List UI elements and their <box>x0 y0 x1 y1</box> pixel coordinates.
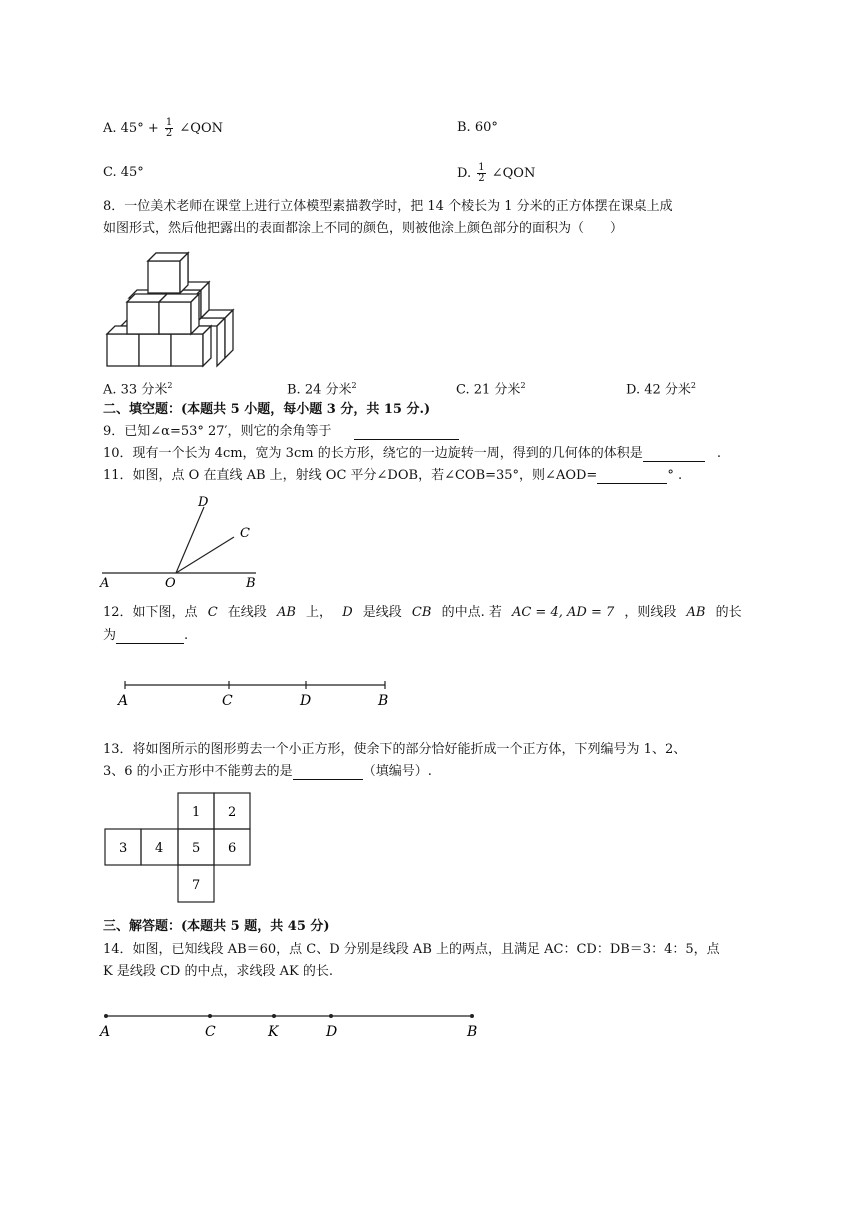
q12-text: 在线段 <box>227 605 267 620</box>
q8-option-c-text: C. 21 分米 <box>456 382 521 398</box>
q7-option-a-text: A. 45° + <box>103 121 159 136</box>
net-cell-4: 4 <box>155 841 164 856</box>
q11-label-o: O <box>165 576 176 591</box>
net-cell-7: 7 <box>192 878 201 893</box>
fraction-den: 2 <box>165 128 173 139</box>
answer-blank <box>354 427 459 440</box>
q11-angle-figure <box>100 492 270 592</box>
q14-label-c: C <box>205 1024 216 1040</box>
q8-line2: 如图形式，然后他把露出的表面都涂上不同的颜色，则被他涂上颜色部分的面积为（ ） <box>103 221 624 236</box>
q11-text: 11．如图，点 O 在直线 AB 上，射线 OC 平分∠DOB，若∠COB=35°，则∠AOD= <box>103 468 598 483</box>
q14-line2: K 是线段 CD 的中点，求线段 AK 的长. <box>103 964 333 979</box>
q8-cube-figure <box>103 245 243 370</box>
superscript: 2 <box>520 381 526 390</box>
fraction-num: 1 <box>478 162 485 173</box>
q14-label-a: A <box>100 1024 111 1040</box>
q8-option-a <box>103 378 172 398</box>
q13-end: （填编号）. <box>362 764 432 779</box>
q12-label-b: B <box>378 693 389 709</box>
q12-text: 上， <box>306 605 333 620</box>
q13-text: 3、6 的小正方形中不能剪去的是 <box>103 764 293 779</box>
q8-line1: 8．一位美术老师在课堂上进行立体模型素描教学时，把 14 个棱长为 1 分米的正方体摆在课桌上成 <box>103 199 673 214</box>
q11-end: ° . <box>667 468 683 483</box>
q14-segment-figure <box>100 1008 500 1048</box>
q13-line1: 13．将如图所示的图形剪去一个小正方形，使余下的部分恰好能折成一个正方体，下列编号为 1、2、 <box>103 742 687 757</box>
q8-option-b <box>287 378 357 398</box>
q10 <box>103 446 721 462</box>
q10-end: . <box>716 446 721 461</box>
q12-line2 <box>103 628 188 644</box>
q8-option-d-text: D. 42 分米 <box>626 382 691 398</box>
q12-condition: AC = 4, AD = 7 <box>511 605 615 620</box>
q7-option-b: B. 60° <box>457 120 498 135</box>
q12-text: 的长 <box>715 605 742 620</box>
fraction <box>477 163 485 184</box>
q14-label-b: B <box>467 1024 478 1040</box>
q14-line1: 14．如图，已知线段 AB＝60，点 C、D 分别是线段 AB 上的两点，且满足 AC：CD：DB＝3：4：5，点 <box>103 942 720 957</box>
answer-blank <box>643 449 705 462</box>
net-cell-6: 6 <box>228 841 237 856</box>
fraction-num: 1 <box>165 117 173 128</box>
q12-var: CB <box>411 605 432 620</box>
section3-heading: 三、解答题：(本题共 5 题，共 45 分) <box>103 919 330 934</box>
q14-label-k: K <box>268 1024 279 1040</box>
net-cell-1: 1 <box>192 805 201 820</box>
superscript: 2 <box>167 381 173 390</box>
q12-segment-figure <box>110 675 410 715</box>
q11-label-b: B <box>246 576 256 591</box>
q12-text: 的中点. 若 <box>441 605 502 620</box>
q7-option-a <box>103 118 223 139</box>
q12-line1 <box>103 605 742 621</box>
net-cell-2: 2 <box>228 805 237 820</box>
q9-text: 9．已知∠α=53° 27′，则它的余角等于 <box>103 424 332 439</box>
q7-option-d-angle: ∠QON <box>491 166 536 181</box>
answer-blank <box>293 767 363 780</box>
q8-option-a-text: A. 33 分米 <box>103 382 168 398</box>
fraction <box>165 118 173 139</box>
q7-option-d-text: D. <box>457 166 472 181</box>
q7-option-a-angle: ∠QON <box>179 121 223 136</box>
q12-text: 为 <box>103 628 117 643</box>
q12-label-d: D <box>300 693 312 709</box>
q12-text: 是线段 <box>362 605 402 620</box>
fraction-den: 2 <box>478 173 485 184</box>
q14-label-d: D <box>326 1024 338 1040</box>
superscript: 2 <box>351 381 357 390</box>
q7-option-c: C. 45° <box>103 165 144 180</box>
q13-net-figure <box>104 792 264 907</box>
net-cell-5: 5 <box>192 841 201 856</box>
q10-text: 10．现有一个长为 4cm，宽为 3cm 的长方形，绕它的一边旋转一周，得到的几何体的体积是 <box>103 446 643 461</box>
answer-blank <box>116 631 184 644</box>
net-cell-3: 3 <box>119 841 128 856</box>
q12-label-c: C <box>222 693 233 709</box>
q7-option-d <box>457 163 535 184</box>
q8-option-b-text: B. 24 分米 <box>287 382 352 398</box>
q9 <box>103 424 459 440</box>
superscript: 2 <box>690 381 696 390</box>
q12-var: C <box>207 605 218 620</box>
section2-heading: 二、填空题：(本题共 5 小题，每小题 3 分，共 15 分.) <box>103 402 431 417</box>
q11-label-c: C <box>240 526 250 541</box>
q12-var: D <box>342 605 353 620</box>
q12-text: 12．如下图，点 <box>103 605 198 620</box>
answer-blank <box>597 471 667 484</box>
q11-label-a: A <box>100 576 110 591</box>
q11-label-d: D <box>198 495 209 510</box>
q13-line2 <box>103 764 432 780</box>
q12-text: ，则线段 <box>624 605 677 620</box>
q12-var: AB <box>686 605 706 620</box>
q8-option-c <box>456 378 526 398</box>
q8-option-d <box>626 378 696 398</box>
q12-var: AB <box>276 605 296 620</box>
q11 <box>103 468 682 484</box>
q12-label-a: A <box>118 693 129 709</box>
q12-end: . <box>184 628 189 643</box>
